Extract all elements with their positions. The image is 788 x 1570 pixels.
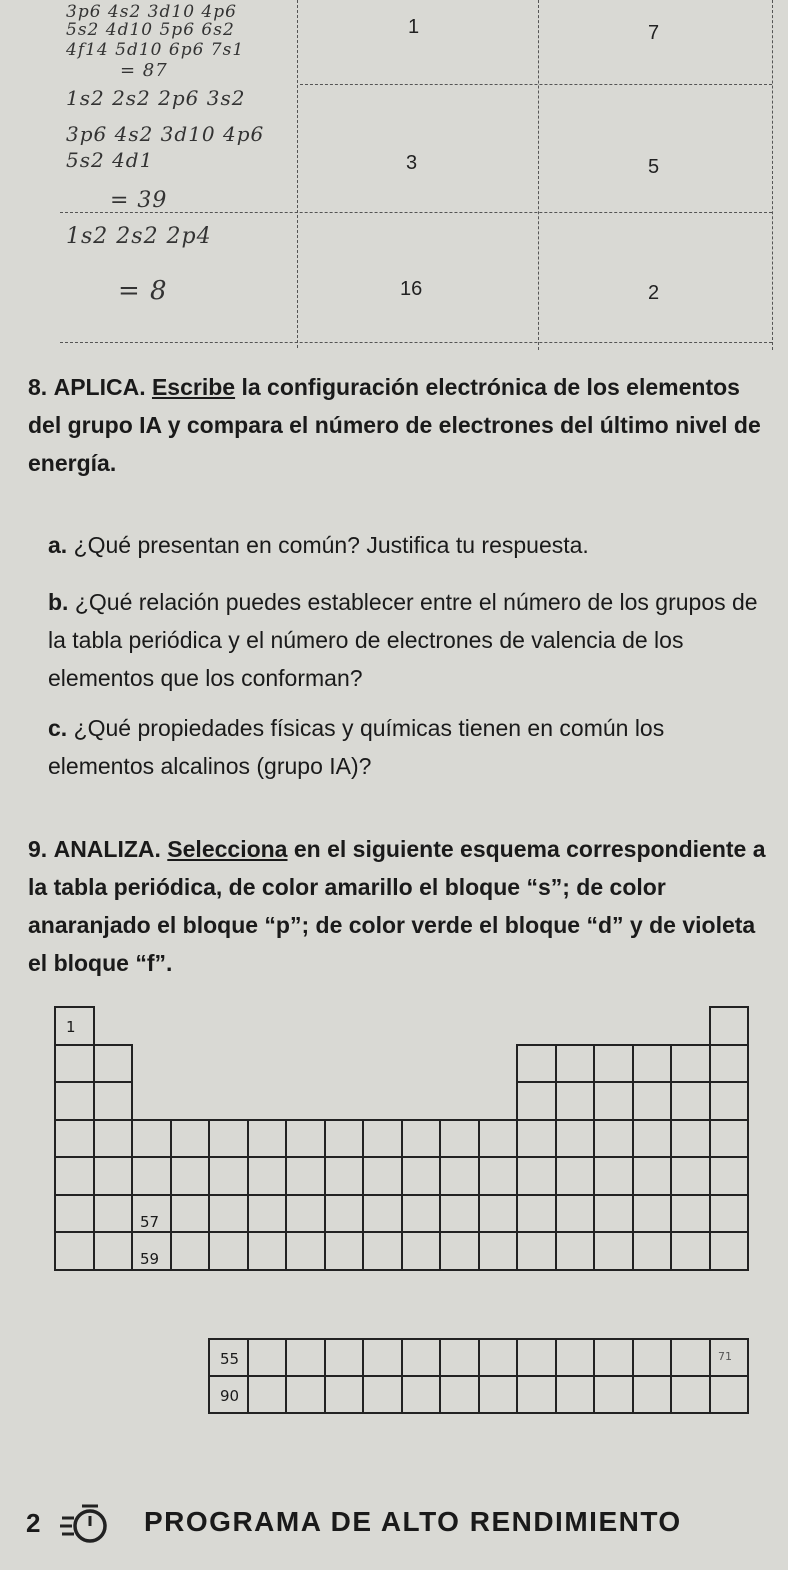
table-cell[interactable] [170,1119,211,1159]
table-cell[interactable] [54,1119,95,1159]
table-cell[interactable] [632,1044,673,1084]
table-cell[interactable] [285,1119,326,1159]
table-cell[interactable] [593,1194,634,1234]
table-cell[interactable] [670,1231,711,1271]
f-block-cell[interactable] [324,1375,365,1414]
subquestion-text: ¿Qué propiedades físicas y químicas tienen en común los elementos alcalinos (grupo IA)? [48,715,665,779]
table-cell[interactable] [170,1194,211,1234]
table-cell[interactable] [670,1044,711,1084]
table-cell[interactable] [709,1156,750,1196]
cell-label: 55 [220,1350,240,1368]
table-cell[interactable] [362,1156,403,1196]
table-cell[interactable] [709,1119,750,1159]
handwritten-line: 5s2 4d1 [66,148,154,172]
handwritten-line: 3p6 4s2 3d10 4p6 [66,2,237,22]
table-cell[interactable] [93,1194,134,1234]
page-number: 2 [26,1508,42,1538]
question-text: en el siguiente esquema correspondiente a la tabla periódica, de color amarillo el bloque “s”; de color anaranjado el bloque “p”; de color verde el bloque “d” y de violeta el bloque “f”. [28,836,766,976]
f-block-cell[interactable] [401,1338,442,1377]
f-block-cell[interactable] [362,1338,403,1377]
table-cell[interactable] [170,1231,211,1271]
table-cell[interactable] [285,1231,326,1271]
table-cell[interactable] [401,1231,442,1271]
table-cell[interactable] [478,1231,519,1271]
subquestion-letter: b. [48,589,69,615]
f-block-cell[interactable] [439,1338,480,1377]
table-cell[interactable] [401,1119,442,1159]
table-cell[interactable] [632,1231,673,1271]
f-block-cell[interactable] [593,1338,634,1377]
table-cell[interactable] [670,1119,711,1159]
f-block-cell[interactable] [670,1375,711,1414]
divider [60,212,772,213]
subquestion-letter: a. [48,532,68,558]
table-cell[interactable] [593,1156,634,1196]
table-cell[interactable] [54,1081,95,1121]
table-cell[interactable] [593,1044,634,1084]
cell-label: 90 [220,1387,240,1405]
f-block-cell[interactable] [324,1338,365,1377]
answer-number: 5 [648,156,660,178]
table-cell[interactable] [709,1006,750,1046]
table-cell[interactable] [285,1194,326,1234]
table-cell[interactable] [324,1231,365,1271]
f-block-cell[interactable] [439,1375,480,1414]
answer-number: 2 [648,282,660,304]
table-cell[interactable] [170,1156,211,1196]
cell-label: 57 [140,1213,160,1231]
subquestion-text: ¿Qué relación puedes establecer entre el número de los grupos de la tabla periódica y el número de electrones de valencia de los elementos que los conforman? [48,589,758,691]
table-cell[interactable] [247,1119,288,1159]
table-cell[interactable] [670,1156,711,1196]
f-block-cell[interactable] [709,1375,750,1414]
table-cell[interactable] [439,1194,480,1234]
f-block-cell[interactable] [516,1375,557,1414]
divider [297,0,298,348]
table-cell[interactable] [439,1156,480,1196]
f-block-cell[interactable] [555,1338,596,1377]
table-cell[interactable] [709,1194,750,1234]
table-cell[interactable] [516,1231,557,1271]
table-cell[interactable] [516,1194,557,1234]
f-block-cell[interactable] [516,1338,557,1377]
table-cell[interactable] [555,1119,596,1159]
table-cell[interactable] [324,1119,365,1159]
cell-label: 1 [66,1018,76,1036]
table-cell[interactable] [670,1081,711,1121]
table-cell[interactable] [324,1156,365,1196]
f-block-cell[interactable] [555,1375,596,1414]
f-block-cell[interactable] [478,1375,519,1414]
answer-number: 16 [400,278,423,300]
table-cell[interactable] [555,1231,596,1271]
question-8 [28,368,770,482]
table-cell[interactable] [439,1119,480,1159]
table-cell[interactable] [632,1194,673,1234]
subquestion-a [48,526,770,564]
subquestion-b [48,583,770,697]
table-cell[interactable] [93,1119,134,1159]
table-cell[interactable] [516,1081,557,1121]
table-cell[interactable] [632,1081,673,1121]
table-cell[interactable] [54,1044,95,1084]
f-block-cell[interactable] [401,1375,442,1414]
table-cell[interactable] [593,1081,634,1121]
question-text: la configuración electrónica de los elementos del grupo IA y compara el número de electrones del último nivel de energía. [28,374,761,476]
table-cell[interactable] [593,1119,634,1159]
table-cell[interactable] [208,1119,249,1159]
f-block-cell[interactable] [632,1338,673,1377]
table-cell[interactable] [54,1194,95,1234]
handwritten-line: 1s2 2s2 2p6 3s2 [66,86,246,110]
table-cell[interactable] [131,1156,172,1196]
f-block-cell[interactable] [247,1375,288,1414]
answer-number: 7 [648,22,660,44]
table-cell[interactable] [247,1231,288,1271]
question-number: 8. [28,374,48,400]
table-cell[interactable] [632,1156,673,1196]
table-cell[interactable] [478,1119,519,1159]
table-cell[interactable] [208,1194,249,1234]
table-cell[interactable] [401,1194,442,1234]
table-cell[interactable] [247,1156,288,1196]
table-cell[interactable] [632,1119,673,1159]
table-cell[interactable] [208,1231,249,1271]
table-cell[interactable] [516,1044,557,1084]
clock-icon [58,1498,110,1550]
table-cell[interactable] [247,1194,288,1234]
f-block-cell[interactable] [285,1338,326,1377]
handwritten-line: = 87 [120,60,168,81]
handwritten-line: = 39 [110,188,168,213]
table-cell[interactable] [555,1156,596,1196]
table-cell[interactable] [478,1194,519,1234]
divider [300,84,772,85]
table-cell[interactable] [93,1081,134,1121]
table-cell[interactable] [285,1156,326,1196]
table-cell[interactable] [555,1081,596,1121]
table-cell[interactable] [93,1156,134,1196]
f-block-cell[interactable] [362,1375,403,1414]
subquestion-c [48,709,770,785]
table-cell[interactable] [709,1081,750,1121]
divider [772,0,773,350]
table-cell[interactable] [478,1156,519,1196]
table-cell[interactable] [131,1119,172,1159]
f-block-cell[interactable] [285,1375,326,1414]
table-cell[interactable] [362,1231,403,1271]
table-cell[interactable] [362,1119,403,1159]
handwritten-line: 1s2 2s2 2p4 [66,224,212,249]
subquestion-letter: c. [48,715,68,741]
table-cell[interactable] [362,1194,403,1234]
table-cell[interactable] [439,1231,480,1271]
question-heading: APLICA. [53,374,146,400]
footer-title: PROGRAMA DE ALTO RENDIMIENTO [144,1506,682,1537]
handwritten-line: 4f14 5d10 6p6 7s1 [66,40,245,60]
question-number: 9. [28,836,48,862]
subquestion-text: ¿Qué presentan en común? Justifica tu respuesta. [73,532,589,558]
table-cell[interactable] [555,1194,596,1234]
f-block-cell[interactable] [478,1338,519,1377]
handwritten-line: = 8 [118,276,168,306]
handwritten-line: 5s2 4d10 5p6 6s2 [66,20,235,40]
table-cell[interactable] [516,1156,557,1196]
question-9 [28,830,770,982]
answer-number: 3 [406,152,418,174]
question-heading: ANALIZA. [53,836,161,862]
table-cell[interactable] [208,1156,249,1196]
table-cell[interactable] [54,1231,95,1271]
f-block-cell[interactable] [593,1375,634,1414]
f-block-cell[interactable] [247,1338,288,1377]
table-cell[interactable] [54,1156,95,1196]
table-cell[interactable] [401,1156,442,1196]
table-cell[interactable] [555,1044,596,1084]
divider [60,342,772,343]
f-block-cell[interactable] [632,1375,673,1414]
table-cell[interactable] [324,1194,365,1234]
question-verb: Escribe [151,374,236,400]
answer-number: 1 [408,16,420,38]
cell-label: 71 [718,1350,732,1363]
table-cell[interactable] [670,1194,711,1234]
table-cell[interactable] [709,1231,750,1271]
question-verb: Selecciona [167,836,288,862]
f-block-cell[interactable] [670,1338,711,1377]
table-cell[interactable] [93,1231,134,1271]
cell-label: 59 [140,1250,160,1268]
handwritten-line: 3p6 4s2 3d10 4p6 [66,122,265,146]
table-cell[interactable] [93,1044,134,1084]
table-cell[interactable] [709,1044,750,1084]
table-cell[interactable] [593,1231,634,1271]
table-cell[interactable] [516,1119,557,1159]
divider [538,0,539,350]
